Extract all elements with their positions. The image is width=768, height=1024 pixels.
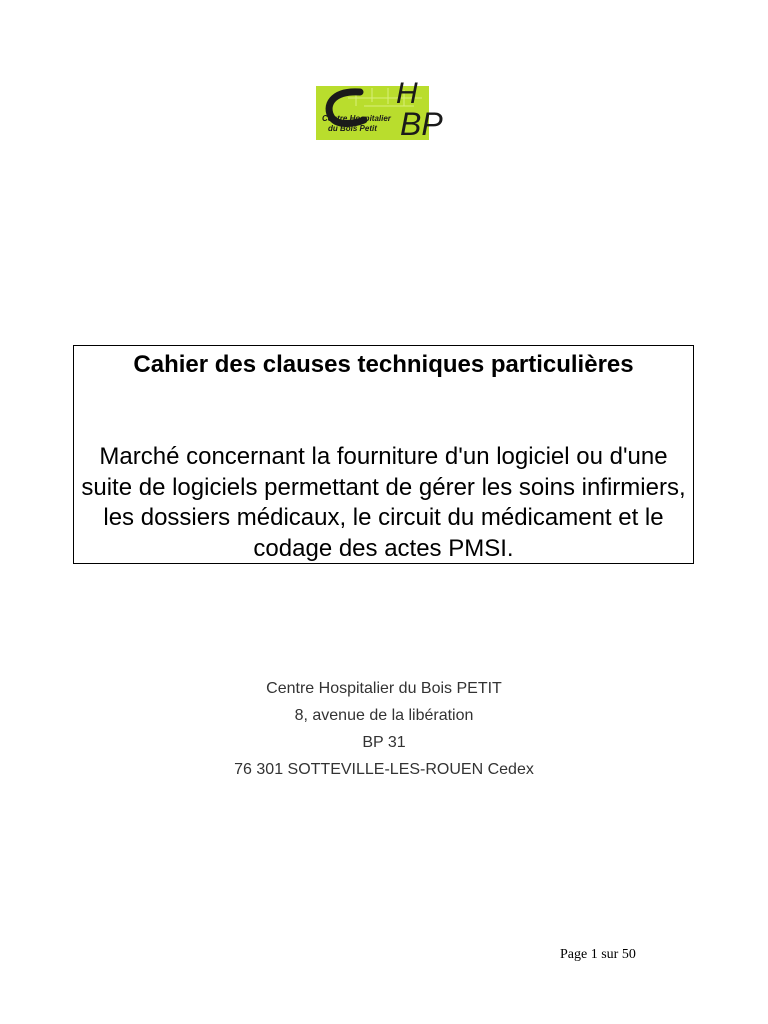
chbp-logo-image bbox=[314, 76, 462, 142]
logo-letters-bp: BP bbox=[400, 106, 443, 142]
address-line-city: 76 301 SOTTEVILLE-LES-ROUEN Cedex bbox=[234, 761, 534, 778]
logo-line-1: Centre Hospitalier bbox=[322, 114, 391, 123]
hospital-address bbox=[0, 675, 768, 783]
title-box bbox=[73, 345, 694, 564]
address-line-name: Centre Hospitalier du Bois PETIT bbox=[266, 680, 502, 697]
document-subject: Marché concernant la fourniture d'un logiciel ou d'une suite de logiciels permettant de gérer les soins infirmiers, les dossiers médicaux, le circuit du médicament et le codage des actes PMSI. bbox=[81, 443, 686, 562]
logo-line-2: du Bois Petit bbox=[328, 124, 377, 133]
address-line-po-box: BP 31 bbox=[362, 734, 406, 751]
logo-letter-h: H bbox=[396, 77, 418, 110]
address-line-street: 8, avenue de la libération bbox=[294, 707, 474, 724]
hospital-logo bbox=[314, 76, 462, 142]
document-title: Cahier des clauses techniques particulières bbox=[133, 351, 634, 378]
page-number: Page 1 sur 50 bbox=[560, 947, 636, 962]
